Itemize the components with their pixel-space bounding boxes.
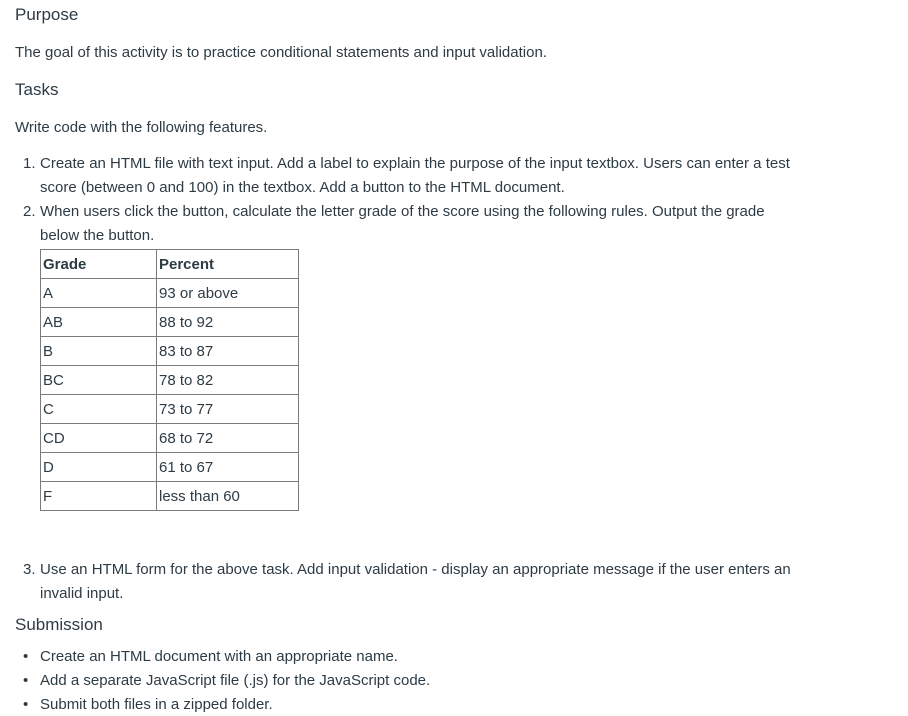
task-number: 3.	[23, 561, 36, 578]
purpose-text: The goal of this activity is to practice conditional statements and input validation.	[15, 44, 547, 61]
tasks-heading: Tasks	[15, 80, 59, 99]
grade-cell: B	[41, 337, 157, 366]
table-row	[41, 279, 299, 308]
grade-cell: AB	[41, 308, 157, 337]
purpose-heading: Purpose	[15, 5, 79, 24]
bullet-icon: •	[23, 672, 29, 689]
grade-cell: D	[41, 453, 157, 482]
task-text-line: When users click the button, calculate the letter grade of the score using the following rules. Output the grade	[40, 203, 765, 220]
task-text-line: invalid input.	[40, 585, 124, 602]
submission-item-text: Add a separate JavaScript file (.js) for the JavaScript code.	[40, 672, 431, 689]
tasks-intro: Write code with the following features.	[15, 119, 268, 136]
submission-heading: Submission	[15, 615, 103, 634]
percent-cell: 88 to 92	[157, 308, 299, 337]
bullet-icon: •	[23, 696, 29, 713]
grade-cell: A	[41, 279, 157, 308]
task-number: 2.	[23, 203, 36, 220]
grade-cell: BC	[41, 366, 157, 395]
bullet-icon: •	[23, 648, 29, 665]
percent-cell: 78 to 82	[157, 366, 299, 395]
table-row	[41, 395, 299, 424]
grade-cell: C	[41, 395, 157, 424]
percent-cell: less than 60	[157, 482, 299, 511]
grade-table	[40, 249, 299, 511]
table-row	[41, 482, 299, 511]
percent-cell: 83 to 87	[157, 337, 299, 366]
task-number: 1.	[23, 155, 36, 172]
task-text-line: score (between 0 and 100) in the textbox. Add a button to the HTML document.	[40, 179, 565, 196]
grade-cell: CD	[41, 424, 157, 453]
table-row	[41, 366, 299, 395]
grade-cell: F	[41, 482, 157, 511]
percent-cell: 68 to 72	[157, 424, 299, 453]
percent-cell: 93 or above	[157, 279, 299, 308]
table-row	[41, 453, 299, 482]
column-header-percent: Percent	[157, 250, 299, 279]
task-text-line: Create an HTML file with text input. Add a label to explain the purpose of the input textbox. Users can enter a test	[40, 155, 790, 172]
table-row	[41, 424, 299, 453]
task-text-line: Use an HTML form for the above task. Add input validation - display an appropriate message if the user enters an	[40, 561, 791, 578]
percent-cell: 61 to 67	[157, 453, 299, 482]
task-text-line: below the button.	[40, 227, 155, 244]
submission-item-text: Create an HTML document with an appropriate name.	[40, 648, 398, 665]
table-header-row	[41, 250, 299, 279]
percent-cell: 73 to 77	[157, 395, 299, 424]
column-header-grade: Grade	[41, 250, 157, 279]
table-row	[41, 337, 299, 366]
table-row	[41, 308, 299, 337]
submission-item-text: Submit both files in a zipped folder.	[40, 696, 273, 713]
